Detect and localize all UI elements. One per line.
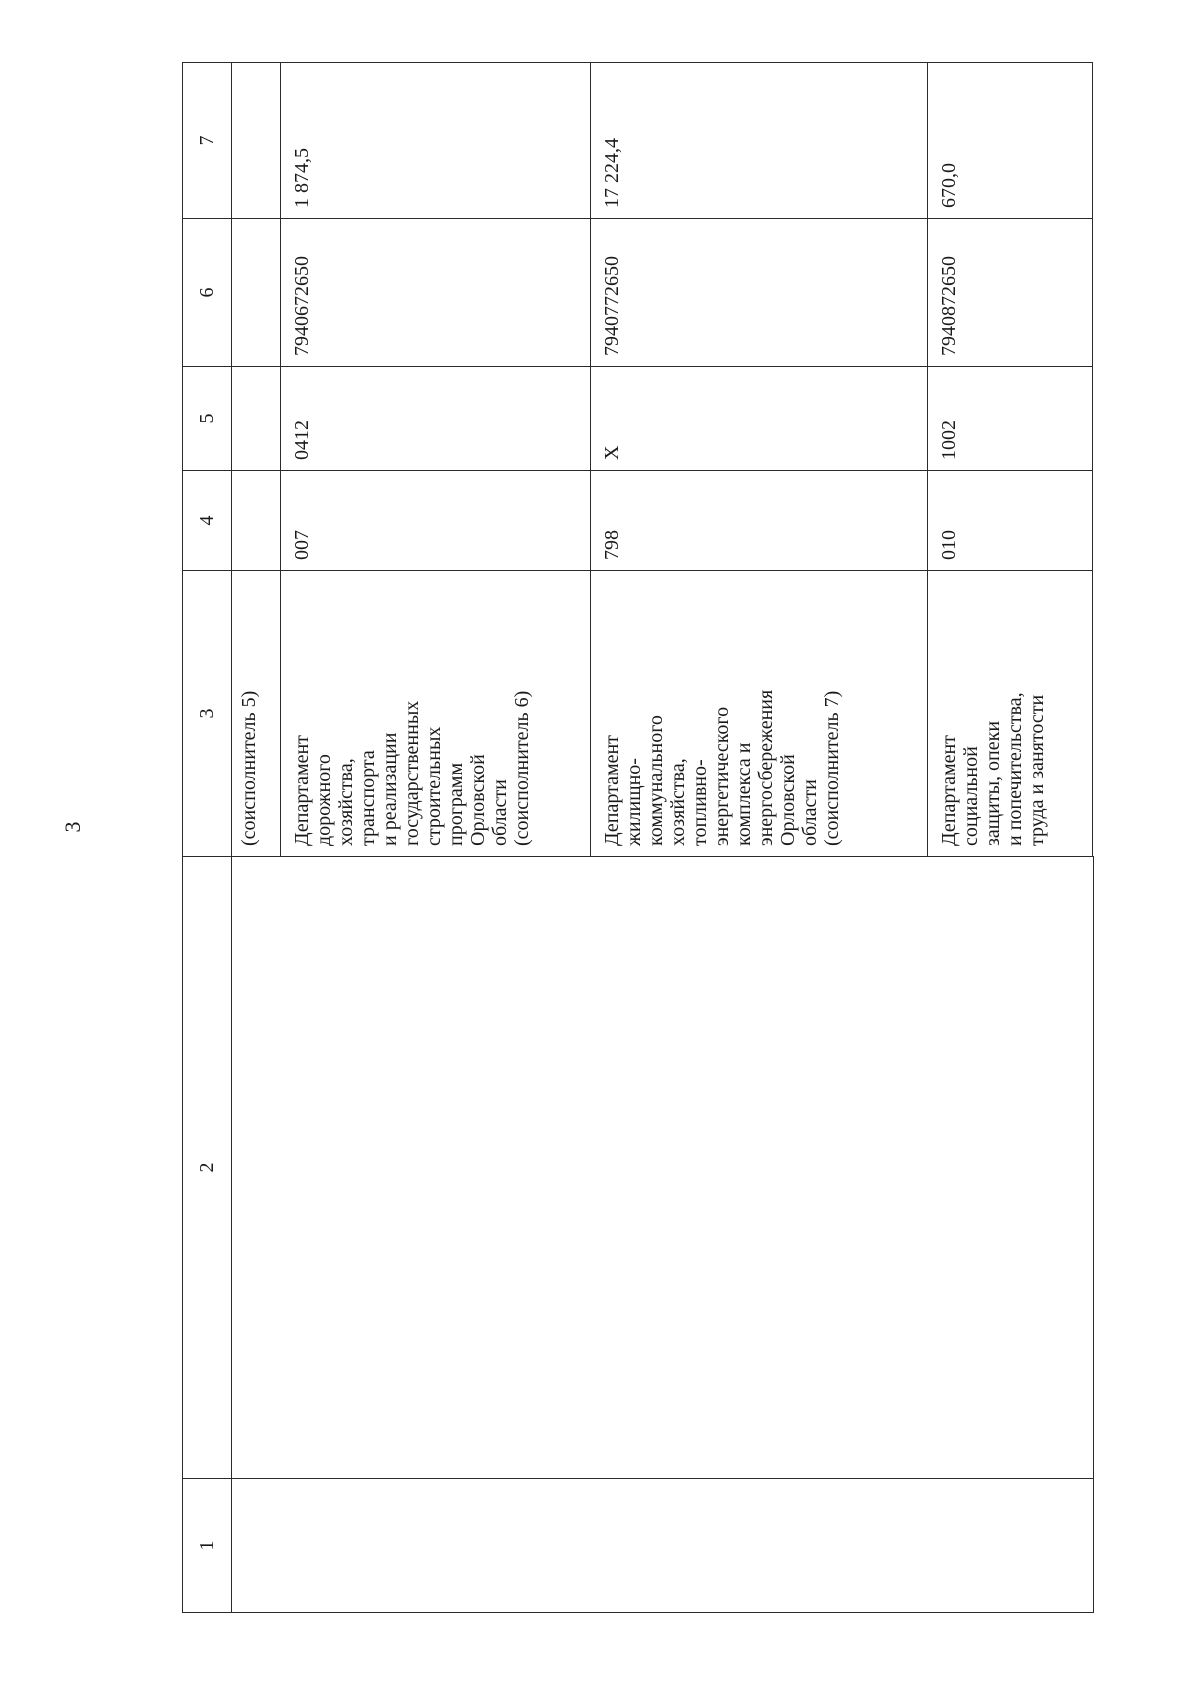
spacer-cell (1093, 471, 1094, 571)
executor-text: Департамент социальной защиты, опеки и попечительства, труда и занятости (937, 692, 1048, 846)
header-cell-7: 7 (183, 63, 232, 219)
executor-cell (232, 571, 280, 857)
code6-cell (927, 219, 1093, 367)
spacer-cell (1093, 571, 1094, 857)
code6-cell (280, 219, 591, 367)
header-cell-4: 4 (183, 471, 232, 571)
rotated-table (182, 63, 1094, 1613)
code6-text: 7940772650 (601, 256, 624, 356)
cell-col1 (232, 1479, 1094, 1613)
code5-text: Х (601, 445, 624, 460)
spacer-cell (1093, 63, 1094, 219)
amount-cell (232, 63, 280, 219)
code4-text: 007 (290, 530, 313, 560)
amount-cell (280, 63, 591, 219)
header-cell-5: 5 (183, 367, 232, 471)
amount-cell (591, 63, 927, 219)
executor-text: (соисполнитель 5) (238, 690, 261, 846)
header-cell-3: 3 (183, 571, 232, 857)
amount-text: 1 874,5 (290, 148, 313, 208)
code6-text: 7940872650 (937, 256, 960, 356)
executor-cell (927, 571, 1093, 857)
code6-text: 7940672650 (290, 256, 313, 356)
code5-text: 1002 (937, 420, 960, 460)
code5-cell (591, 367, 927, 471)
executor-cell (280, 571, 591, 857)
code4-cell (591, 471, 927, 571)
amount-text: 670,0 (937, 163, 960, 208)
header-cell-6: 6 (183, 219, 232, 367)
code5-cell (280, 367, 591, 471)
code5-text: 0412 (290, 420, 313, 460)
code5-cell (927, 367, 1093, 471)
page-number: 3 (60, 821, 85, 833)
amount-cell (927, 63, 1093, 219)
code4-cell (232, 471, 280, 571)
table-row (232, 63, 280, 1613)
code6-cell (591, 219, 927, 367)
table-container (182, 63, 1094, 1613)
cell-col2 (232, 857, 1094, 1479)
executor-text: Департамент жилищно- коммунального хозяйства, топливно- энергетического комплекса и энергосбережения Орловской области (соисполнитель 7) (601, 689, 844, 846)
code4-text: 798 (601, 530, 624, 560)
code4-cell (927, 471, 1093, 571)
code5-cell (232, 367, 280, 471)
spacer-cell (1093, 219, 1094, 367)
amount-text: 17 224,4 (601, 138, 624, 208)
header-cell-2: 2 (183, 857, 232, 1479)
code4-cell (280, 471, 591, 571)
header-cell-1: 1 (183, 1479, 232, 1613)
executor-text: Департамент дорожного хозяйства, транспорта и реализации государственных строительных программ Орловской области (соисполнитель 6) (290, 690, 533, 846)
code6-cell (232, 219, 280, 367)
code4-text: 010 (937, 530, 960, 560)
spacer-cell (1093, 367, 1094, 471)
executor-cell (591, 571, 927, 857)
budget-table (182, 62, 1094, 1613)
table-header-row (183, 63, 232, 1613)
